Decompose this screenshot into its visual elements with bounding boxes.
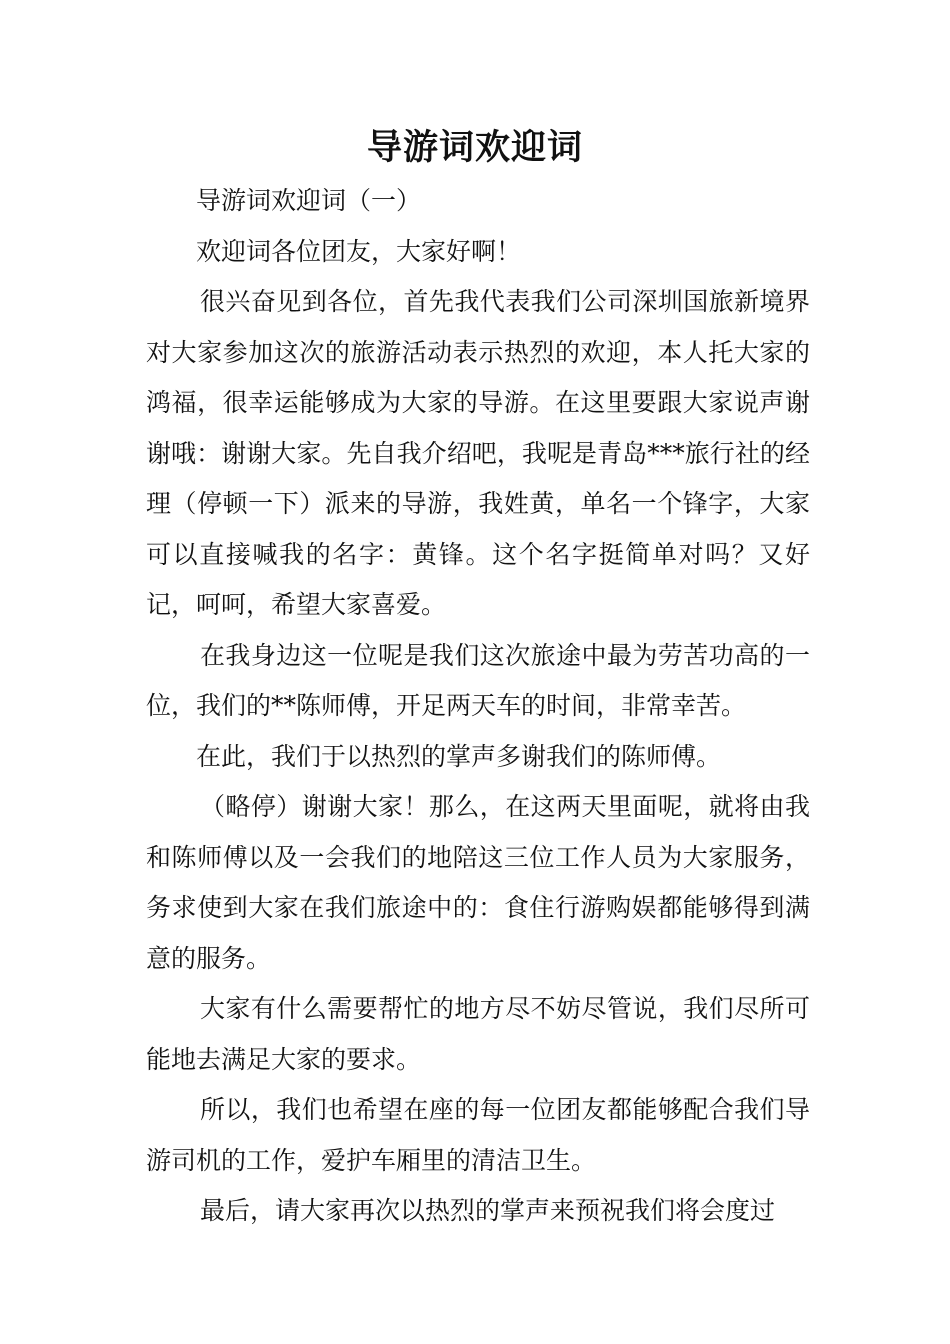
greeting-paragraph: 欢迎词各位团友，大家好啊！ [196,236,522,266]
body-paragraph: 所以，我们也希望在座的每一位团友都能够配合我们导游司机的工作，爱护车厢里的清洁卫生。 [146,1095,810,1175]
section-heading: 导游词欢迎词（一） [196,186,422,215]
body-paragraph: 在此，我们于以热烈的掌声多谢我们的陈师傅。 [196,741,722,771]
body-paragraph: （略停）谢谢大家！那么，在这两天里面呢，就将由我和陈师傅以及一会我们的地陪这三位工作人员为大家服务，务求使到大家在我们旅途中的：食住行游购娱都能够得到满意的服务。 [146,792,810,973]
body-paragraph: 在我身边这一位呢是我们这次旅途中最为劳苦功高的一位，我们的**陈师傅，开足两天车的时间，非常幸苦。 [146,640,810,720]
body-paragraph: 大家有什么需要帮忙的地方尽不妨尽管说，我们尽所可能地去满足大家的要求。 [146,994,810,1074]
document-body [146,176,810,1237]
body-paragraph: 很兴奋见到各位，首先我代表我们公司深圳国旅新境界对大家参加这次的旅游活动表示热烈的欢迎，本人托大家的鸿福，很幸运能够成为大家的导游。在这里要跟大家说声谢谢哦：谢谢大家。先自我介绍吧，我呢是青岛***旅行社的经理（停顿一下）派来的导游，我姓黄，单名一个锋字，大家可以直接喊我的名字：黄锋。这个名字挺简单对吗？又好记，呵呵，希望大家喜爱。 [146,287,810,619]
body-paragraph: 最后，请大家再次以热烈的掌声来预祝我们将会度过 [200,1196,776,1225]
document-title: 导游词欢迎词 [366,128,583,168]
